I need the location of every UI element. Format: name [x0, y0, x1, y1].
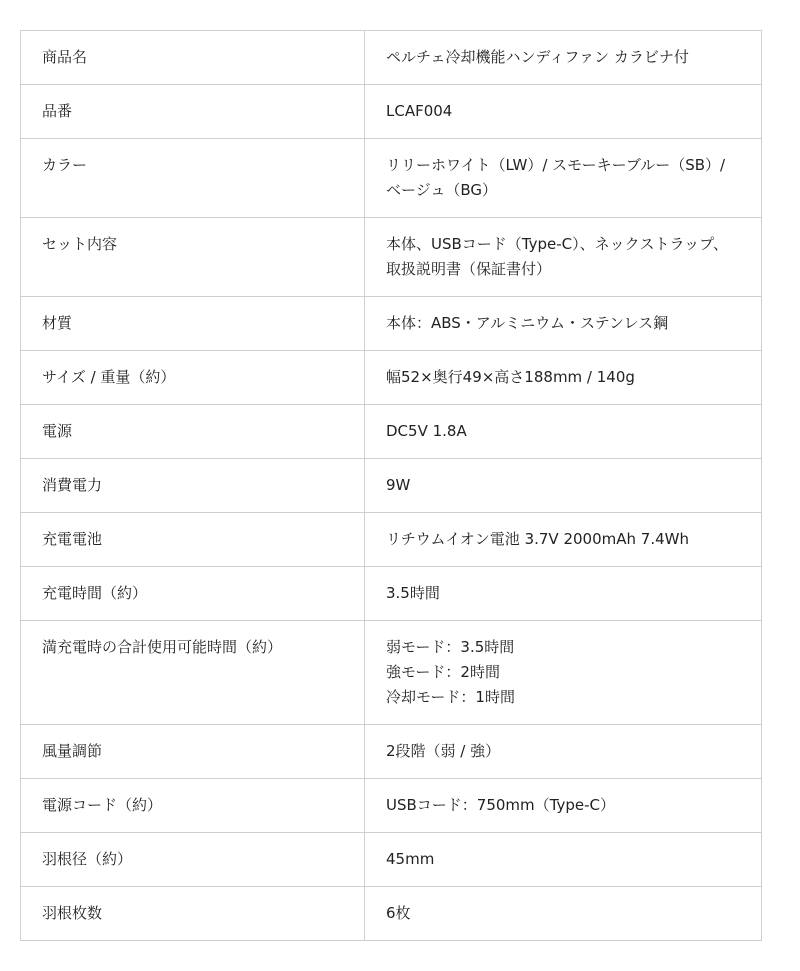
spec-label: カラー	[21, 139, 365, 218]
spec-label: 電源	[21, 405, 365, 459]
table-row	[21, 405, 762, 459]
table-row	[21, 779, 762, 833]
spec-value: 6枚	[365, 887, 762, 941]
spec-table-body	[21, 31, 762, 941]
spec-value: リリーホワイト（LW）/ スモーキーブルー（SB）/ ベージュ（BG）	[365, 139, 762, 218]
table-row	[21, 139, 762, 218]
spec-value: リチウムイオン電池 3.7V 2000mAh 7.4Wh	[365, 513, 762, 567]
spec-value: 45mm	[365, 833, 762, 887]
spec-label: 充電時間（約）	[21, 567, 365, 621]
table-row	[21, 833, 762, 887]
spec-value: 弱モード：3.5時間 強モード：2時間 冷却モード：1時間	[365, 621, 762, 725]
table-row	[21, 887, 762, 941]
table-row	[21, 459, 762, 513]
spec-value: 本体、USBコード（Type-C）、ネックストラップ、 取扱説明書（保証書付）	[365, 218, 762, 297]
spec-value: 2段階（弱 / 強）	[365, 725, 762, 779]
table-row	[21, 85, 762, 139]
table-row	[21, 513, 762, 567]
spec-value: USBコード：750mm（Type-C）	[365, 779, 762, 833]
spec-label: 羽根枚数	[21, 887, 365, 941]
spec-value: LCAF004	[365, 85, 762, 139]
spec-label: 充電電池	[21, 513, 365, 567]
spec-label: 電源コード（約）	[21, 779, 365, 833]
spec-label: 風量調節	[21, 725, 365, 779]
spec-label: セット内容	[21, 218, 365, 297]
spec-label: 品番	[21, 85, 365, 139]
spec-value: 3.5時間	[365, 567, 762, 621]
table-row	[21, 218, 762, 297]
spec-label: 羽根径（約）	[21, 833, 365, 887]
spec-label: 消費電力	[21, 459, 365, 513]
spec-label: 材質	[21, 297, 365, 351]
spec-label: サイズ / 重量（約）	[21, 351, 365, 405]
spec-value: 本体：ABS・アルミニウム・ステンレス鋼	[365, 297, 762, 351]
table-row	[21, 725, 762, 779]
table-row	[21, 567, 762, 621]
table-row	[21, 621, 762, 725]
spec-label: 満充電時の合計使用可能時間（約）	[21, 621, 365, 725]
table-row	[21, 297, 762, 351]
table-row	[21, 31, 762, 85]
spec-value: 幅52×奥行49×高さ188mm / 140g	[365, 351, 762, 405]
table-row	[21, 351, 762, 405]
spec-value: 9W	[365, 459, 762, 513]
spec-value: DC5V 1.8A	[365, 405, 762, 459]
product-spec-table	[20, 30, 762, 941]
spec-label: 商品名	[21, 31, 365, 85]
spec-value: ペルチェ冷却機能ハンディファン カラビナ付	[365, 31, 762, 85]
